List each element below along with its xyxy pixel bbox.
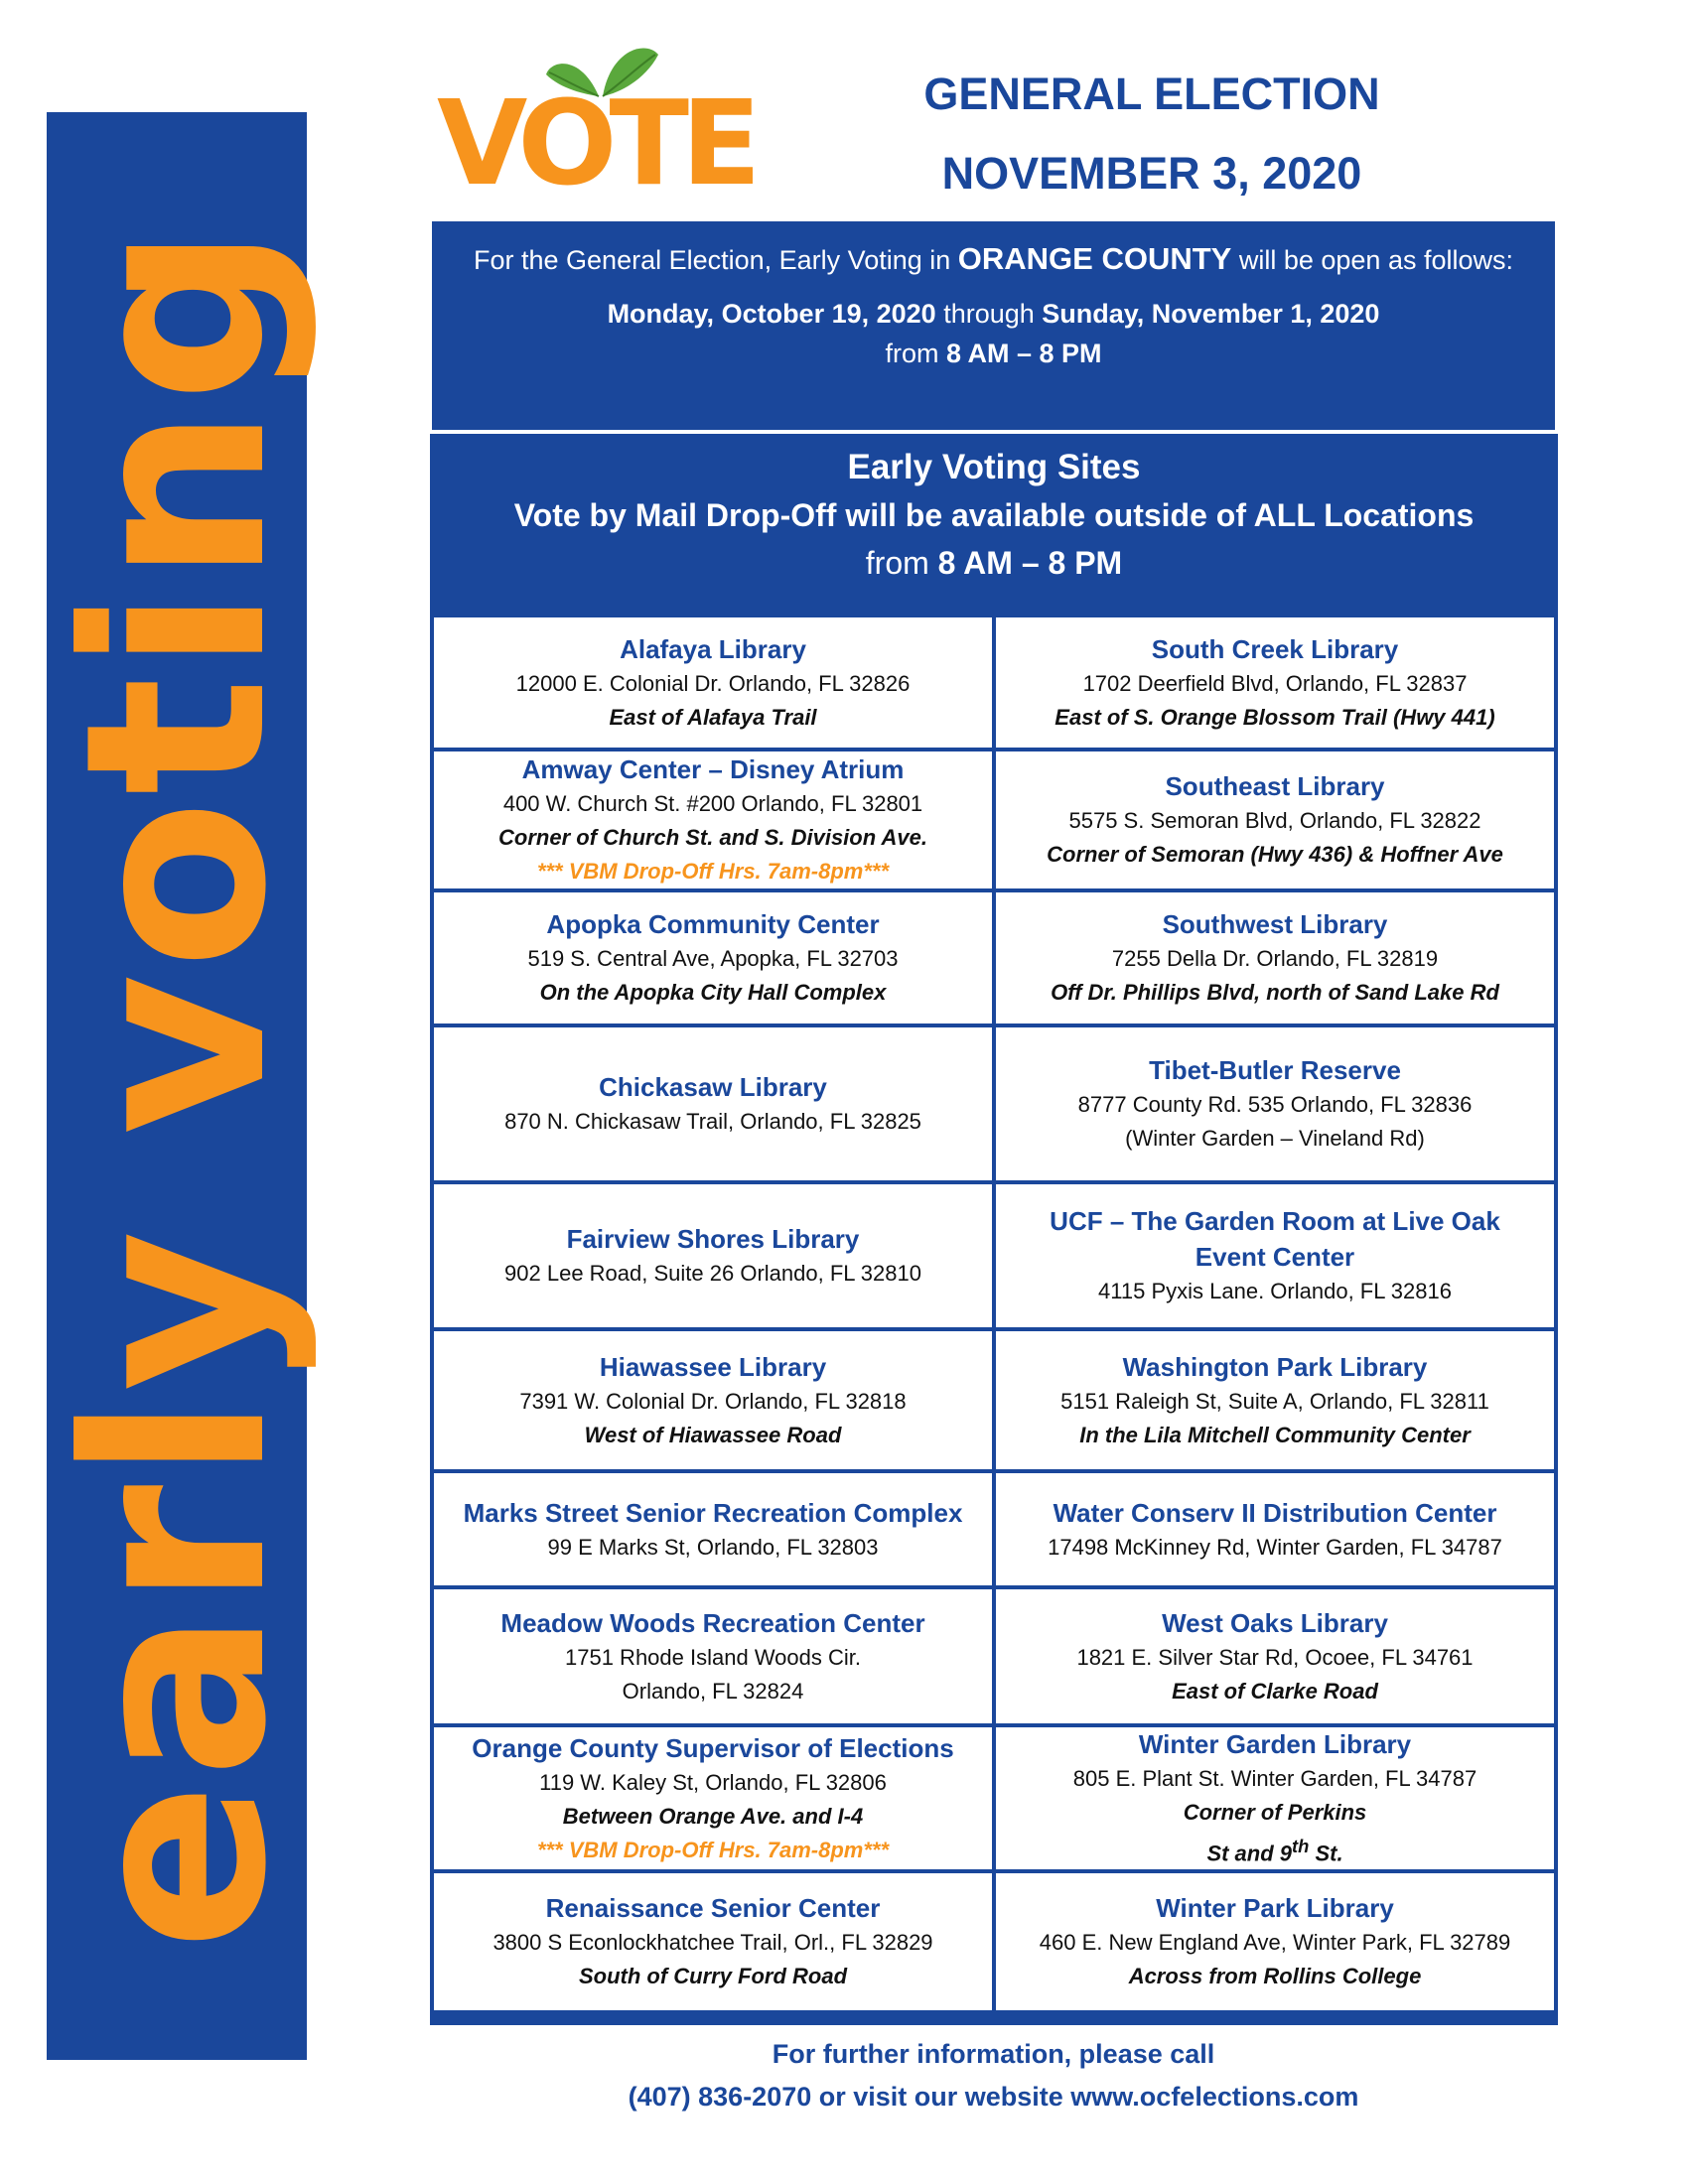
election-title [874,55,1430,213]
vote-logo [437,30,755,211]
side-banner [32,112,321,2060]
site-address: 1751 Rhode Island Woods Cir. [565,1644,861,1670]
site-cell [996,617,1554,748]
sites-subtitle: Vote by Mail Drop-Off will be available outside of ALL Locations [513,497,1475,533]
site-cell [434,1873,992,2010]
site-note: West of Hiawassee Road [584,1422,842,1447]
footer-contact: (407) 836-2070 or visit our website www.ocfelections.com [628,2082,1359,2112]
site-address: 5151 Raleigh St, Suite A, Orlando, FL 32811 [1060,1388,1489,1414]
site-name: Meadow Woods Recreation Center [500,1607,925,1638]
site-name: Washington Park Library [1122,1351,1428,1382]
site-address: 805 E. Plant St. Winter Garden, FL 34787 [1072,1765,1477,1791]
site-address: 1702 Deerfield Blvd, Orlando, FL 32837 [1082,670,1468,696]
site-name: Hiawassee Library [599,1351,827,1382]
site-cell [434,1331,992,1469]
site-address: 519 S. Central Ave, Apopka, FL 32703 [527,946,899,971]
info-intro-text: For the General Election, Early Voting in [474,245,958,275]
site-note: East of Alafaya Trail [609,704,817,730]
info-intro-text-end: will be open as follows: [1231,245,1513,275]
site-cell [434,1027,992,1180]
site-address: 99 E Marks St, Orlando, FL 32803 [547,1534,879,1560]
site-note: East of S. Orange Blossom Trail (Hwy 441) [1055,704,1495,730]
site-address-line2: (Winter Garden – Vineland Rd) [1125,1126,1425,1151]
end-date: Sunday, November 1, 2020 [1042,299,1380,329]
start-date: Monday, October 19, 2020 [607,299,936,329]
site-note: Off Dr. Phillips Blvd, north of Sand Lake Rd [1051,980,1499,1005]
site-name: Apopka Community Center [546,909,880,939]
site-name: Southeast Library [1165,771,1385,801]
vote-logo-text: VOTE [437,74,754,211]
site-note: On the Apopka City Hall Complex [539,980,887,1005]
site-address: 8777 County Rd. 535 Orlando, FL 32836 [1077,1092,1473,1117]
from-text: from [885,339,946,368]
site-cell [434,1589,992,1723]
site-note: Corner of Perkins [1183,1799,1367,1825]
site-note: Between Orange Ave. and I-4 [562,1803,864,1829]
sites-header [430,434,1558,617]
site-name: Southwest Library [1162,909,1388,939]
site-name: Water Conserv II Distribution Center [1053,1497,1497,1528]
site-cell [996,1589,1554,1723]
site-note: Across from Rollins College [1128,1964,1422,1988]
sites-title: Early Voting Sites [847,448,1141,486]
site-address: 5575 S. Semoran Blvd, Orlando, FL 32822 [1068,808,1481,833]
site-cell [434,1184,992,1327]
site-cell [996,1473,1554,1585]
sites-grid [434,617,1554,2021]
through-text: through [935,299,1043,329]
site-name: Renaissance Senior Center [545,1893,881,1923]
site-note: South of Curry Ford Road [578,1964,848,1988]
site-cell [996,1331,1554,1469]
site-address: 17498 McKinney Rd, Winter Garden, FL 34787 [1048,1534,1502,1560]
site-cell [434,1473,992,1585]
site-address: 12000 E. Colonial Dr. Orlando, FL 32826 [515,670,911,696]
footer [432,2033,1555,2118]
sites-box [430,434,1558,2025]
dropoff-hours: 8 AM – 8 PM [937,545,1123,581]
site-address: 119 W. Kaley St, Orlando, FL 32806 [539,1769,887,1795]
site-name: Tibet-Butler Reserve [1149,1055,1401,1085]
site-name: South Creek Library [1151,633,1399,664]
site-cell [996,892,1554,1024]
site-name: West Oaks Library [1162,1607,1388,1638]
site-name: UCF – The Garden Room at Live Oak [1050,1206,1500,1236]
site-address: 902 Lee Road, Suite 26 Orlando, FL 32810 [504,1261,921,1286]
site-note: In the Lila Mitchell Community Center [1079,1422,1471,1447]
site-note-line2-end: St. [1309,1841,1343,1866]
site-address: 870 N. Chickasaw Trail, Orlando, FL 32825 [504,1109,921,1134]
sites-from-text: from [865,545,938,581]
site-cell [434,892,992,1024]
site-name: Winter Garden Library [1138,1728,1412,1759]
site-cell [434,1727,992,1869]
site-address: 4115 Pyxis Lane. Orlando, FL 32816 [1098,1279,1452,1303]
ordinal-suffix: th [1292,1835,1310,1856]
site-cell [434,751,992,888]
site-address: 7391 W. Colonial Dr. Orlando, FL 32818 [519,1388,907,1414]
site-note: Corner of Church St. and S. Division Ave. [498,825,927,850]
site-note: Corner of Semoran (Hwy 436) & Hoffner Ave [1047,842,1503,867]
vbm-dropoff-hours: *** VBM Drop-Off Hrs. 7am-8pm*** [536,859,890,884]
early-voting-vertical-text: early voting [32,220,321,1952]
site-name-line2: Event Center [1195,1242,1355,1272]
site-name: Alafaya Library [620,633,806,664]
early-voting-info-box [432,221,1555,430]
site-address: 460 E. New England Ave, Winter Park, FL 32789 [1039,1930,1511,1955]
info-dates [472,294,1515,373]
election-date: NOVEMBER 3, 2020 [941,148,1362,199]
site-cell [996,751,1554,888]
site-name: Winter Park Library [1156,1893,1394,1923]
site-cell [996,1873,1554,2010]
site-cell [996,1184,1554,1327]
election-title-line1: GENERAL ELECTION [923,68,1380,119]
site-address: 7255 Della Dr. Orlando, FL 32819 [1111,946,1439,971]
site-cell [434,617,992,748]
site-cell [996,1027,1554,1180]
site-name: Orange County Supervisor of Elections [472,1732,954,1763]
site-note-line2-text: St and 9 [1206,1841,1293,1866]
vbm-dropoff-hours: *** VBM Drop-Off Hrs. 7am-8pm*** [536,1837,890,1862]
info-intro [472,239,1515,280]
county-name: ORANGE COUNTY [957,241,1232,276]
site-note-line2 [1206,1830,1342,1870]
voting-hours: 8 AM – 8 PM [945,339,1102,368]
site-address: 1821 E. Silver Star Rd, Ocoee, FL 34761 [1076,1644,1474,1670]
site-name: Amway Center – Disney Atrium [521,754,905,784]
footer-line1: For further information, please call [772,2039,1215,2069]
site-cell [996,1727,1554,1869]
site-address: 3800 S Econlockhatchee Trail, Orl., FL 32829 [492,1930,933,1955]
site-address: 400 W. Church St. #200 Orlando, FL 32801 [502,791,923,816]
site-name: Marks Street Senior Recreation Complex [463,1497,963,1528]
site-note: East of Clarke Road [1172,1678,1378,1704]
site-address-line2: Orlando, FL 32824 [622,1678,804,1704]
site-name: Fairview Shores Library [566,1224,860,1254]
site-name: Chickasaw Library [599,1072,827,1102]
